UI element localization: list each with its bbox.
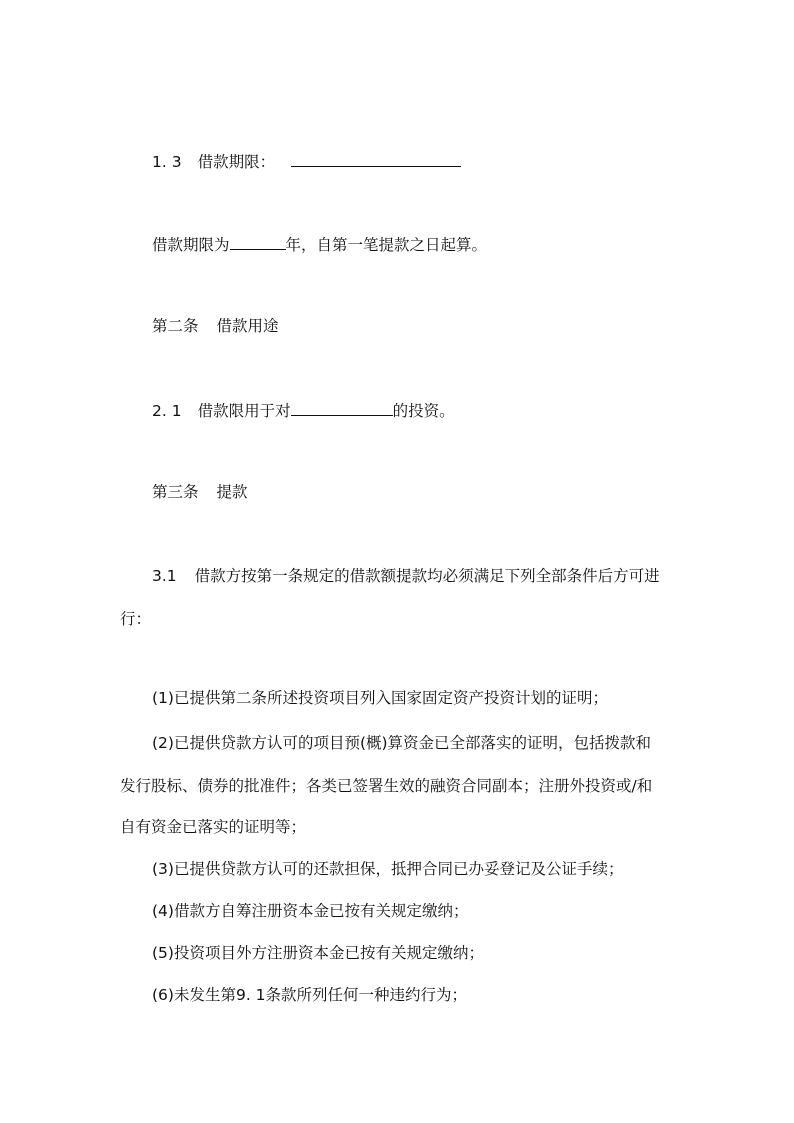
article-number: 第二条 — [152, 317, 199, 335]
term-blank[interactable] — [291, 150, 461, 167]
condition-3 — [152, 859, 712, 879]
clause-1-3 — [152, 150, 712, 172]
condition-6 — [152, 985, 712, 1005]
purpose-suffix: 的投资。 — [392, 402, 455, 420]
condition-text: (6)未发生第9. 1条款所列任何一种违约行为； — [152, 986, 468, 1004]
condition-text: (1)已提供第二条所述投资项目列入国家固定资产投资计划的证明； — [152, 689, 608, 707]
clause-number: 1. 3 — [152, 153, 182, 171]
condition-2-line-2 — [120, 776, 680, 796]
clause-text: 行： — [120, 610, 152, 628]
condition-2-line-3 — [120, 817, 680, 837]
clause-label: 借款期限： — [197, 153, 276, 171]
clause-number: 3.1 — [152, 567, 177, 585]
clause-2-1 — [152, 399, 712, 421]
condition-text: (3)已提供贷款方认可的还款担保，抵押合同已办妥登记及公证手续； — [152, 860, 624, 878]
clause-text: 借款方按第一条规定的借款额提款均必须满足下列全部条件后方可进 — [194, 567, 660, 585]
years-blank[interactable] — [230, 233, 286, 250]
article-number: 第三条 — [152, 483, 199, 501]
condition-2 — [152, 733, 712, 753]
article-title: 借款用途 — [216, 317, 279, 335]
term-prefix: 借款期限为 — [152, 236, 230, 254]
clause-3-1 — [152, 566, 712, 586]
condition-text: 自有资金已落实的证明等； — [120, 818, 307, 836]
condition-1 — [152, 688, 712, 708]
condition-text: 发行股标、债券的批准件；各类已签署生效的融资合同副本；注册外投资或/和 — [120, 777, 653, 795]
term-sentence — [152, 233, 712, 255]
condition-5 — [152, 943, 712, 963]
condition-4 — [152, 901, 712, 921]
article-2-heading — [152, 316, 712, 336]
clause-number: 2. 1 — [152, 402, 182, 420]
condition-text: (2)已提供贷款方认可的项目预(概)算资金已全部落实的证明，包括拨款和 — [152, 734, 652, 752]
purpose-prefix: 借款限用于对 — [197, 402, 291, 420]
article-title: 提款 — [216, 483, 248, 501]
term-suffix: 年，自第一笔提款之日起算。 — [285, 236, 488, 254]
clause-3-1-continued — [120, 609, 680, 629]
condition-text: (5)投资项目外方注册资本金已按有关规定缴纳； — [152, 944, 484, 962]
condition-text: (4)借款方自筹注册资本金已按有关规定缴纳； — [152, 902, 469, 920]
purpose-blank[interactable] — [291, 399, 393, 416]
article-3-heading — [152, 482, 712, 502]
